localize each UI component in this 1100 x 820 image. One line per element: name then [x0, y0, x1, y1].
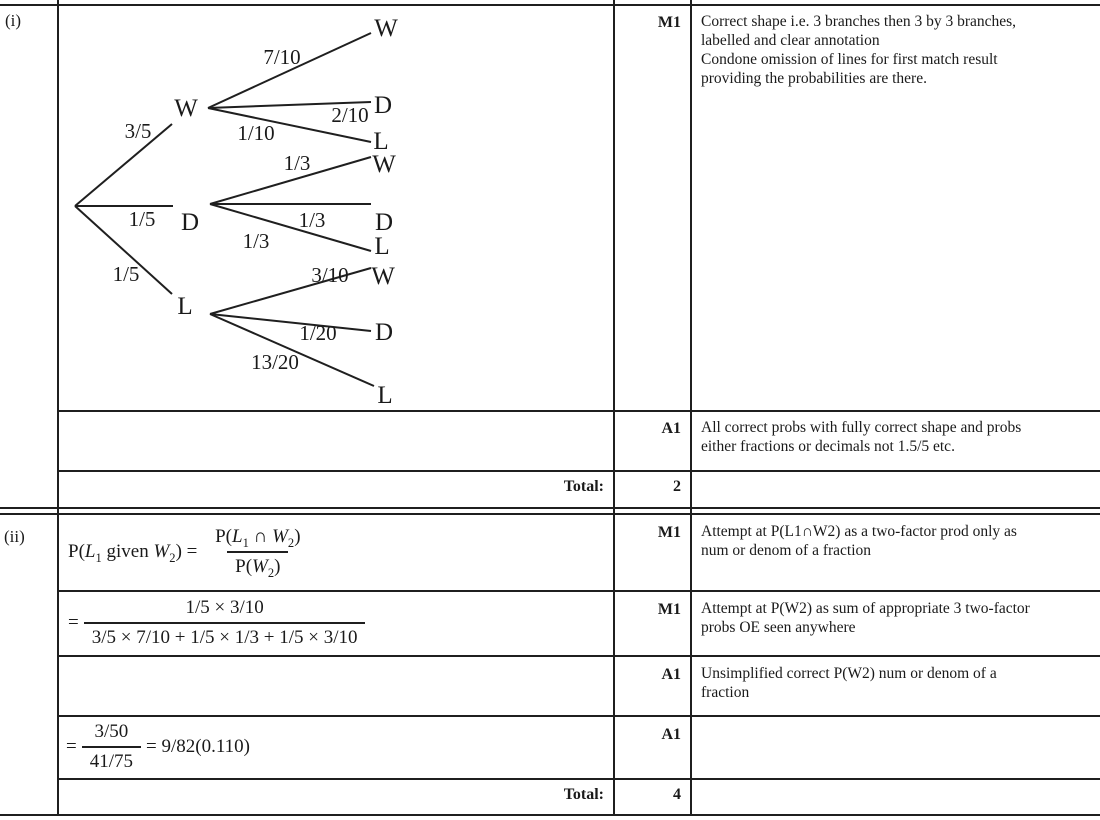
- mark-ii-m1-1: M1: [657, 524, 681, 541]
- comment-line: either fractions or decimals not 1.5/5 etc.: [701, 438, 955, 455]
- row-border-ii-3: [57, 655, 1100, 657]
- comment-line: Correct shape i.e. 3 branches then 3 by 3 branches,: [701, 13, 1017, 30]
- total-label-i: Total:: [563, 478, 604, 495]
- probability-tree-diagram: [57, 4, 613, 408]
- comment-line: labelled and clear annotation: [701, 32, 880, 49]
- divider-comment-column: [690, 0, 692, 816]
- prob-dw: 1/3: [283, 151, 311, 175]
- part-i-label: (i): [5, 11, 22, 30]
- comment-i-m1: [701, 12, 1093, 88]
- comment-line: Condone omission of lines for first match result: [701, 51, 998, 68]
- prob-ww: 7/10: [263, 45, 301, 69]
- node-w: W: [174, 95, 198, 122]
- mark-ii-a1-2: A1: [661, 726, 681, 743]
- branch-d-l: [210, 204, 371, 251]
- comment-ii-m1-1: [701, 522, 1093, 560]
- node-ld: D: [374, 319, 394, 346]
- conditional-probability-formula: [68, 515, 314, 588]
- eq1-numerator: $P(L_1$ ∩ $W_2$): [215, 525, 301, 550]
- node-lw: W: [371, 263, 395, 290]
- mark-i-a1: A1: [661, 420, 681, 437]
- eq3-equals: =: [66, 735, 77, 757]
- comment-line: providing the probabilities are there.: [701, 70, 927, 87]
- branch-l-d: [210, 314, 371, 331]
- eq2-equals: =: [68, 611, 79, 633]
- section-divider-line-1: [0, 507, 1100, 509]
- eq3-result: = 9/82(0.110): [146, 735, 250, 757]
- prob-dd: 1/3: [298, 208, 326, 232]
- comment-line: num or denom of a fraction: [701, 542, 872, 559]
- node-ww: W: [374, 15, 398, 42]
- comment-i-a1: [701, 418, 1093, 456]
- total-label-ii: Total:: [563, 786, 604, 803]
- eq3-numerator: 3/50: [94, 720, 129, 742]
- eq2-fraction: [84, 597, 366, 649]
- total-value-i: 2: [673, 478, 681, 495]
- node-wl: L: [373, 128, 389, 155]
- eq3-fraction: [82, 721, 141, 773]
- row-border-bottom: [0, 814, 1100, 816]
- prob-root-d: 1/5: [128, 207, 156, 231]
- node-l: L: [177, 293, 193, 320]
- part-ii-label: (ii): [4, 527, 25, 546]
- total-value-ii: 4: [673, 786, 681, 803]
- row-border-i-total: [57, 470, 1100, 472]
- eq1-denominator: $P(W_2)$: [227, 551, 288, 578]
- comment-line: Attempt at P(W2) as sum of appropriate 3 two-factor: [701, 600, 1030, 617]
- prob-lw: 3/10: [311, 263, 349, 287]
- substituted-fraction-formula: [68, 592, 370, 653]
- node-d: D: [180, 209, 200, 236]
- result-formula: [66, 717, 250, 776]
- mark-ii-a1-1: A1: [661, 666, 681, 683]
- eq2-numerator: 1/5 × 3/10: [185, 596, 264, 618]
- prob-root-w: 3/5: [124, 119, 152, 143]
- branch-root-w: [75, 124, 172, 206]
- eq1-fraction: [207, 526, 308, 578]
- prob-wl: 1/10: [237, 121, 275, 145]
- prob-ll: 13/20: [251, 350, 299, 374]
- comment-line: Attempt at P(L1∩W2) as a two-factor prod only as: [701, 523, 1017, 540]
- comment-ii-a1-1: [701, 664, 1093, 702]
- node-dl: L: [374, 233, 390, 260]
- prob-dl: 1/3: [242, 229, 270, 253]
- eq2-denominator: 3/5 × 7/10 + 1/5 × 1/3 + 1/5 × 3/10: [84, 622, 366, 649]
- node-dd: D: [374, 209, 394, 236]
- eq1-lhs: $P(L_1$ given $W_2$) =: [68, 540, 203, 565]
- eq3-denominator: 41/75: [82, 746, 141, 773]
- comment-line: probs OE seen anywhere: [701, 619, 856, 636]
- node-dw: W: [372, 151, 396, 178]
- comment-line: Unsimplified correct P(W2) num or denom of a: [701, 665, 997, 682]
- prob-root-l: 1/5: [112, 262, 140, 286]
- node-ll: L: [377, 382, 393, 408]
- node-wd: D: [373, 92, 393, 119]
- comment-ii-m1-2: [701, 599, 1093, 637]
- comment-line: All correct probs with fully correct shape and probs: [701, 419, 1022, 436]
- row-border-ii-total: [57, 778, 1100, 780]
- comment-line: fraction: [701, 684, 750, 701]
- row-border-i-a1: [57, 410, 1100, 412]
- mark-ii-m1-2: M1: [657, 601, 681, 618]
- divider-marks-column: [613, 0, 615, 816]
- mark-i-m1: M1: [657, 14, 681, 31]
- prob-wd: 2/10: [331, 103, 369, 127]
- prob-ld: 1/20: [299, 321, 337, 345]
